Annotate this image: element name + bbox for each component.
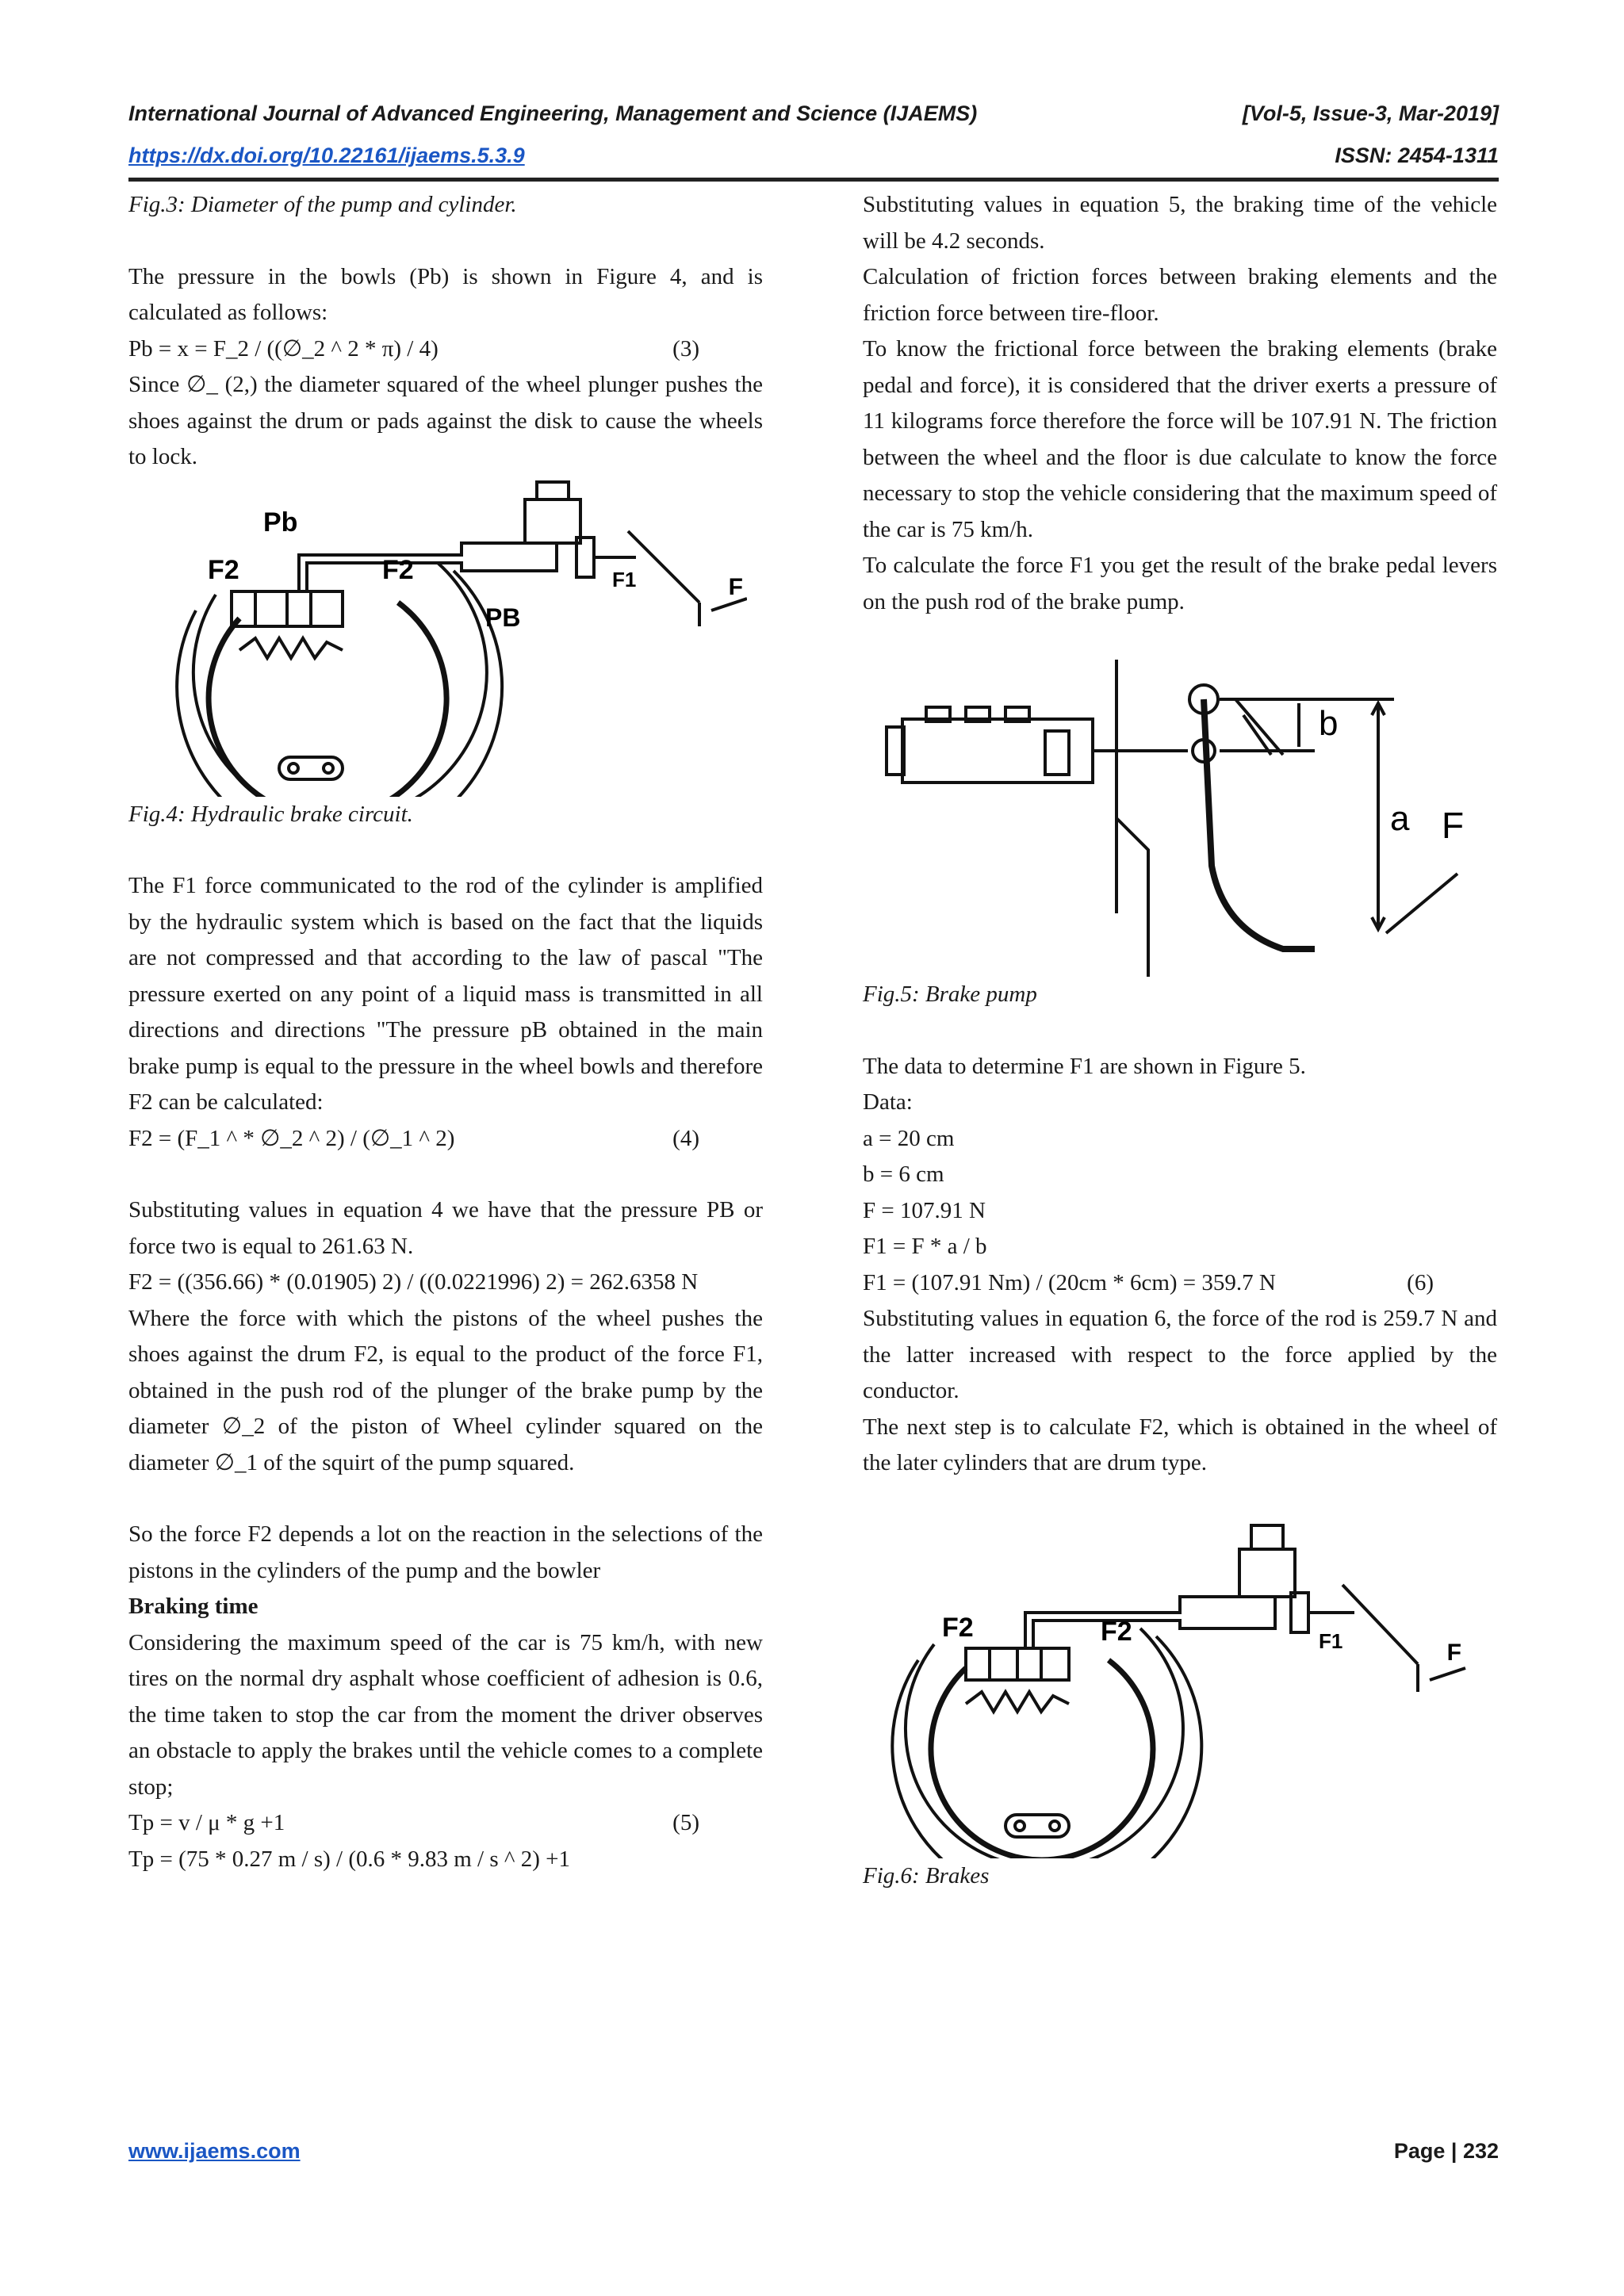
fig6-label-f: F (1446, 1639, 1461, 1666)
fig6-label-f1: F1 (1319, 1628, 1343, 1653)
paragraph: The pressure in the bowls (Pb) is shown in Figure 4, and is calculated as follows: (128, 263, 763, 325)
fig6-brakes (879, 1510, 1481, 1858)
paragraph: Considering the maximum speed of the car is 75 km/h, with new tires on the normal dry asphalt whose coefficient of adhesion is 0.6, the time taken to stop the car from the moment the driver observes an obstacle to apply the brakes until the vehicle comes to a complete stop; (128, 1629, 763, 1800)
header-rule (128, 178, 1499, 182)
left-column (128, 187, 763, 1877)
equation-6: F1 = (107.91 Nm) / (20cm * 6cm) = 359.7 N (6) (863, 1269, 1434, 1295)
journal-name: International Journal of Advanced Engineering, Management and Science (IJAEMS) (128, 101, 978, 125)
paragraph: F2 = ((356.66) * (0.01905) 2) / ((0.0221996) 2) = 262.6358 N (128, 1269, 699, 1295)
issn: ISSN: 2454-1311 (1335, 144, 1499, 167)
page-footer (128, 2139, 1499, 2171)
data-item: b = 6 cm (863, 1161, 944, 1187)
fig4-hydraulic-brake-circuit (144, 476, 747, 797)
paragraph: Substituting values in equation 4 we have that the pressure PB or force two is equal to 261.63 N. (128, 1197, 763, 1259)
fig4-label-f1: F1 (612, 567, 637, 591)
equation-3: Pb = x = F_2 / ((∅_2 ^ 2 * π) / 4) (3) (128, 335, 699, 362)
data-item: a = 20 cm (863, 1125, 955, 1151)
fig6-label-f2-left: F2 (942, 1612, 974, 1643)
fig5-brake-pump (871, 644, 1489, 977)
paragraph: To calculate the force F1 you get the result of the brake pedal levers on the push rod of the brake pump. (863, 553, 1497, 614)
equation-5: Tp = v / μ * g +1 (5) (128, 1810, 699, 1835)
paragraph: To know the frictional force between the braking elements (brake pedal and force), it is considered that the driver exerts a pressure of 11 kilograms force therefore the force will be 107.91 N. The friction between the wheel and the floor is due calculate to know the force necessary to stop the vehicle considering that the maximum speed of the car is 75 km/h. (863, 336, 1497, 542)
data-item: F1 = F * a / b (863, 1234, 987, 1259)
data-heading: Data: (863, 1089, 913, 1115)
paragraph: Where the force with which the pistons of the wheel pushes the shoes against the drum F2, is equal to the product of the force F1, obtained in the push rod of the plunger of the brake pump by the diameter ∅_2 of the piston of Wheel cylinder squared on the diameter ∅_1 of the squirt of the pump squared. (128, 1305, 763, 1475)
paragraph: Substituting values in equation 6, the force of the rod is 259.7 N and the latter increased with respect to the force applied by the conductor. (863, 1306, 1497, 1403)
equation-5-substituted: Tp = (75 * 0.27 m / s) / (0.6 * 9.83 m / s ^ 2) +1 (128, 1846, 571, 1872)
fig5-label-a: a (1390, 799, 1410, 838)
paragraph: The F1 force communicated to the rod of the cylinder is amplified by the hydraulic system which is based on the fact that the liquids are not compressed and that according to the law of pascal "The pressure exerted on any point of a liquid mass is transmitted in all directions and directions "The pressure pB obtained in the main brake pump is equal to the pressure in the wheel bowls and therefore F2 can be calculated: (128, 873, 763, 1115)
fig4-label-f: F (728, 573, 743, 600)
paragraph: Calculation of friction forces between braking elements and the friction force between tire-floor. (863, 264, 1497, 326)
fig5-caption: Fig.5: Brake pump (863, 982, 1037, 1007)
volume-info: [Vol-5, Issue-3, Mar-2019] (1242, 101, 1499, 125)
paragraph: The data to determine F1 are shown in Figure 5. (863, 1053, 1306, 1079)
data-item: F = 107.91 N (863, 1197, 986, 1223)
right-column (863, 187, 1497, 1894)
fig6-label-f2-right: F2 (1101, 1616, 1132, 1647)
paragraph: Since ∅_ (2,) the diameter squared of the wheel plunger pushes the shoes against the drum or pads against the disk to cause the wheels to lock. (128, 372, 763, 469)
running-header-2 (128, 144, 1499, 172)
fig4-label-pb: Pb (263, 507, 298, 538)
section-heading-braking-time: Braking time (128, 1594, 259, 1619)
fig3-caption: Fig.3: Diameter of the pump and cylinder. (128, 192, 517, 217)
equation-4: F2 = (F_1 ^ * ∅_2 ^ 2) / (∅_1 ^ 2) (4) (128, 1125, 699, 1151)
fig6-caption: Fig.6: Brakes (863, 1862, 990, 1888)
paragraph: Substituting values in equation 5, the braking time of the vehicle will be 4.2 seconds. (863, 192, 1497, 254)
fig4-label-f2-right: F2 (382, 554, 414, 585)
doi-link[interactable]: https://dx.doi.org/10.22161/ijaems.5.3.9 (128, 144, 525, 167)
fig4-label-f2-left: F2 (208, 554, 239, 585)
running-header (128, 101, 1499, 130)
page-number: Page | 232 (1393, 2139, 1499, 2163)
fig5-label-f: F (1442, 805, 1465, 846)
paragraph: So the force F2 depends a lot on the reaction in the selections of the pistons in the cylinders of the pump and the bowler (128, 1521, 763, 1583)
paragraph: The next step is to calculate F2, which is obtained in the wheel of the later cylinders that are drum type. (863, 1414, 1497, 1475)
fig5-label-b: b (1319, 704, 1339, 743)
fig4-label-pB: PB (485, 603, 521, 632)
site-link[interactable]: www.ijaems.com (128, 2139, 301, 2163)
fig4-caption: Fig.4: Hydraulic brake circuit. (128, 801, 413, 827)
